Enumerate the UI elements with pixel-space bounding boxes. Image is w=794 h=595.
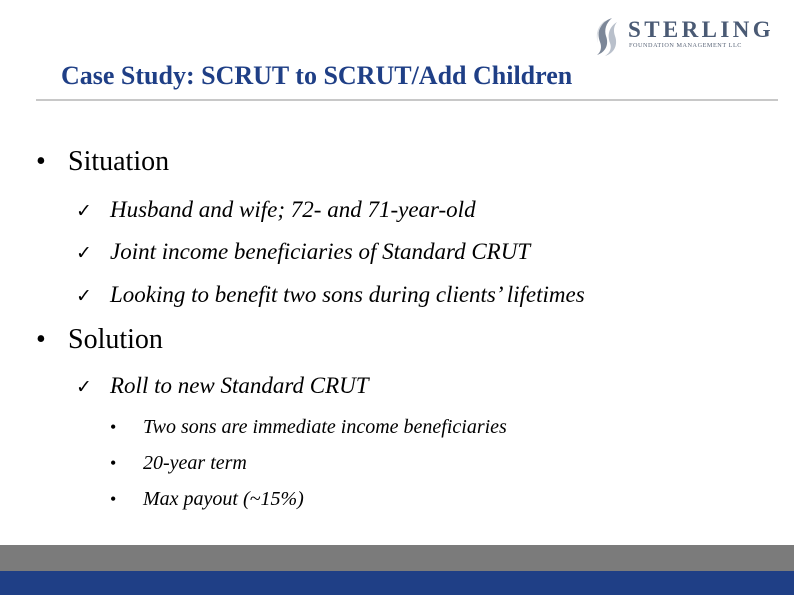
sub-bullet-text: Two sons are immediate income beneficiaries	[143, 416, 507, 438]
check-item	[76, 283, 585, 306]
check-item	[76, 374, 369, 397]
sub-bullet-item	[110, 417, 507, 437]
sub-bullet-item	[110, 489, 304, 509]
bullet-icon: •	[110, 489, 117, 509]
footer-gray-band	[0, 545, 794, 571]
section-heading-label: Situation	[68, 146, 170, 177]
section-heading-solution	[36, 326, 163, 354]
sterling-logo	[592, 14, 775, 56]
check-item	[76, 240, 530, 263]
check-item-text: Husband and wife; 72- and 71-year-old	[110, 197, 476, 222]
checkmark-icon: ✓	[76, 285, 92, 307]
check-item-text: Roll to new Standard CRUT	[110, 373, 369, 398]
bullet-icon: •	[110, 417, 117, 437]
sterling-swirl-icon	[592, 16, 622, 56]
footer-blue-band	[0, 571, 794, 595]
title-divider	[36, 99, 778, 101]
bullet-icon: •	[110, 453, 117, 473]
sub-bullet-text: 20-year term	[143, 452, 247, 474]
checkmark-icon: ✓	[76, 376, 92, 398]
section-heading-label: Solution	[68, 324, 163, 355]
check-item-text: Joint income beneficiaries of Standard CRUT	[110, 239, 531, 264]
section-heading-situation	[36, 148, 169, 176]
sub-bullet-text: Max payout (~15%)	[143, 488, 304, 510]
slide-title: Case Study: SCRUT to SCRUT/Add Children	[61, 61, 573, 90]
logo-wordmark: STERLING	[628, 17, 775, 42]
check-item	[76, 198, 476, 221]
bullet-icon: •	[36, 146, 46, 177]
checkmark-icon: ✓	[76, 200, 92, 222]
checkmark-icon: ✓	[76, 242, 92, 264]
sub-bullet-item	[110, 453, 247, 473]
logo-subtitle: FOUNDATION MANAGEMENT LLC	[629, 42, 742, 49]
bullet-icon: •	[36, 324, 46, 355]
check-item-text: Looking to benefit two sons during clients’ lifetimes	[110, 282, 585, 307]
